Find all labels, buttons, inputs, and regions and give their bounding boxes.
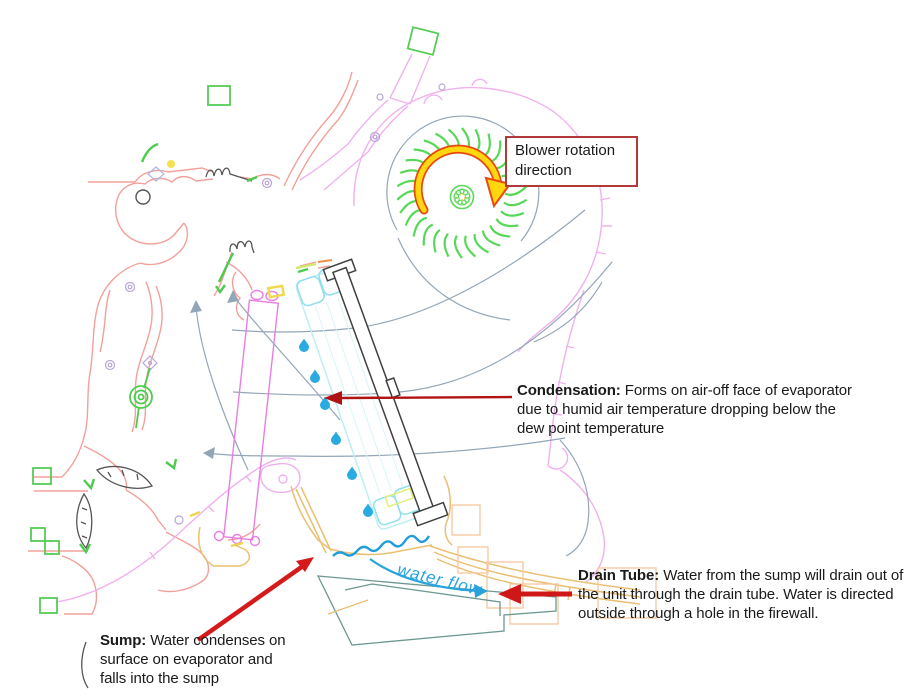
fastener-donut-icons [106, 84, 446, 524]
sump-term: Sump: [100, 632, 147, 649]
condensation-arrow [324, 391, 512, 405]
blower-rotation-label: Blower rotation direction [515, 142, 616, 179]
condensation-text: Forms on air-off face of evaporator due to humid air temperature dropping below the dew point temperature [517, 382, 852, 438]
drain-tube-text: Water from the sump will drain out of the unit through the drain tube. Water is directed outside through a hole in the firewall. [578, 567, 904, 623]
blower-hub [451, 186, 474, 209]
yellow-dot [167, 160, 175, 168]
sump-arrow [198, 557, 314, 640]
water-flow-label: water flow [395, 560, 484, 600]
drain-arrow [498, 584, 572, 604]
drain-tube-annotation [578, 566, 911, 624]
sump-text: Water condenses on surface on evaporator and falls into the sump [100, 632, 286, 688]
water-droplet-icon [347, 467, 357, 481]
water-droplet-icon [331, 432, 341, 446]
air-off-face-bar [323, 258, 447, 526]
mount-hole [136, 190, 150, 204]
blower-rotation-label-box [505, 136, 638, 187]
water-droplet-icon [310, 370, 320, 384]
sump-annotation [100, 631, 286, 689]
seal-squiggles [77, 168, 254, 688]
heater-core [215, 291, 279, 546]
drain-tube-term: Drain Tube: [578, 567, 660, 584]
condensation-annotation [517, 381, 859, 439]
condensation-term: Condensation: [517, 382, 621, 399]
pipe-fitting [130, 368, 152, 428]
water-droplet-icon [299, 339, 309, 353]
yellow-fittings [190, 260, 332, 546]
